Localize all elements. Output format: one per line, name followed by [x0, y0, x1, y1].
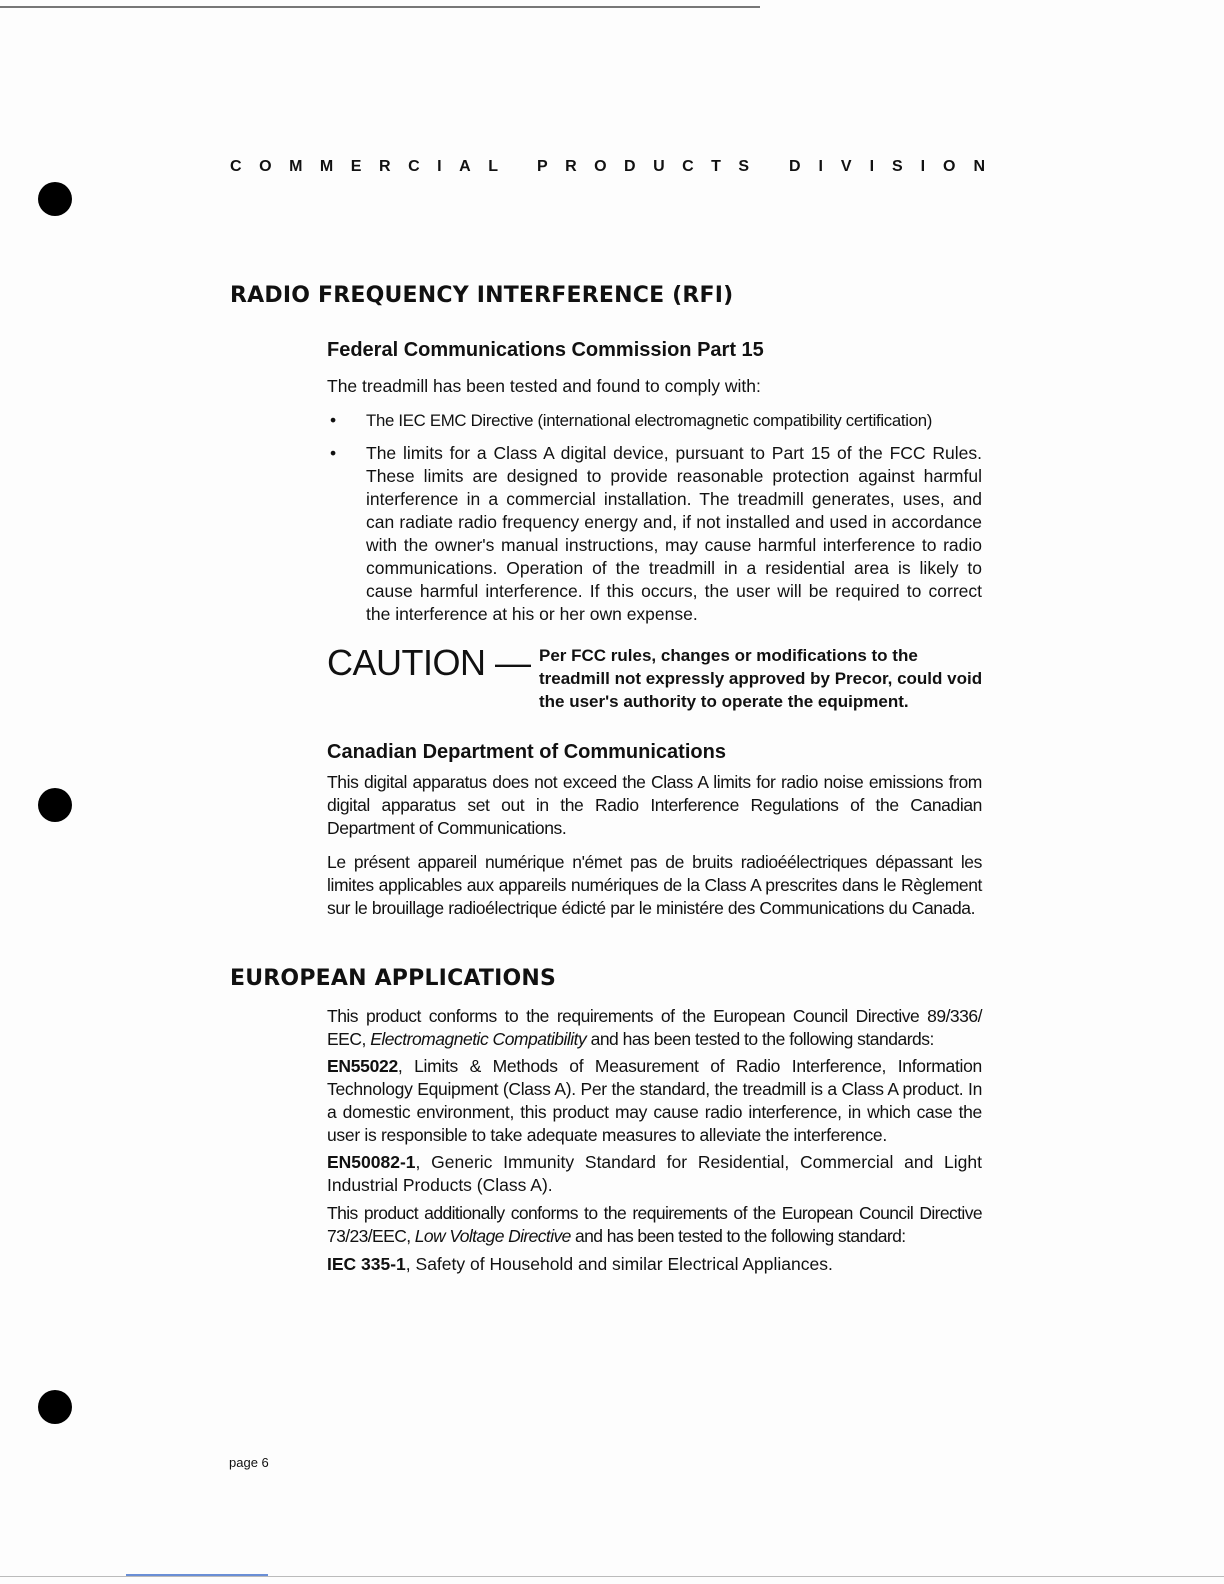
iec-text: , Safety of Household and similar Electrical Appliances.: [405, 1254, 833, 1274]
emc-directive-title: Electromagnetic Compatibility: [370, 1029, 587, 1049]
canadian-french: Le présent appareil numérique n'émet pas de bruits radioéélectriques dépassant les limites applicables aux appareils numériques de la Class A prescrites dans le Règlement sur le brouillage radioélectrique édicté par le ministére des Communications du Canada.: [327, 852, 982, 918]
en50082-code: EN50082-1: [327, 1152, 416, 1172]
scan-edge-bottom: [0, 1576, 1224, 1577]
binder-hole-middle: [38, 788, 72, 822]
lvd-directive-title: Low Voltage Directive: [414, 1226, 571, 1246]
caution-message: Per FCC rules, changes or modifications to the treadmill not expressly approved by Precor, could void the user's authority to operate the equipment.: [539, 646, 983, 711]
caution-dash: —: [495, 642, 531, 683]
division-word-commercial: COMMERCIAL: [230, 158, 516, 175]
european-intro-end: and has been tested to the following standards:: [586, 1029, 934, 1049]
en50082-text: , Generic Immunity Standard for Residential, Commercial and Light Industrial Products (Class A).: [327, 1152, 982, 1195]
en55022-code: EN55022: [327, 1056, 398, 1076]
fcc-bullet-2: [327, 442, 982, 626]
fcc-bullet-2-text: The limits for a Class A digital device, pursuant to Part 15 of the FCC Rules. These limits are designed to provide reasonable protection against harmful interference in a commercial installation. The treadmill generates, uses, and can radiate radio frequency energy and, if not installed and used in accordance with the owner's manual instructions, may cause harmful interference to radio communications. Operation of the treadmill in a residential area is likely to cause harmful interference. If this occurs, the user will be required to correct the interference at his or her own expense.: [366, 443, 982, 624]
binder-hole-top: [38, 182, 72, 216]
page-number: page 6: [229, 1455, 269, 1470]
en50082-paragraph: [327, 1151, 982, 1197]
lvd-intro-start: This product additionally conforms to the requirements of the European Council Directive 73/23/EEC,: [327, 1203, 982, 1246]
division-word-products: PRODUCTS: [537, 158, 767, 175]
en55022-text: , Limits & Methods of Measurement of Radio Interference, Information Technology Equipment (Class A). Per the standard, the treadmill is a Class A product. In a domestic environment, this product may cause radio interference, in which case the user is responsible to take adequate measures to alleviate the interference.: [327, 1056, 982, 1145]
fcc-bullet-1-text: The IEC EMC Directive (international electromagnetic compatibility certification): [366, 411, 933, 430]
european-intro-start: This product conforms to the requirements of the European Council Directive 89/336/ EEC,: [327, 1006, 982, 1049]
scan-edge-top: [0, 6, 760, 8]
caution-label: CAUTION: [327, 642, 486, 683]
scan-mark-bottom: [126, 1574, 268, 1576]
european-intro: [327, 1005, 982, 1051]
iec-paragraph: [327, 1253, 982, 1276]
fcc-heading: Federal Communications Commission Part 15: [327, 339, 764, 361]
en55022-paragraph: [327, 1055, 982, 1147]
lvd-paragraph: [327, 1202, 982, 1248]
fcc-bullet-1: [327, 409, 982, 432]
bullet-dot: •: [330, 410, 337, 430]
canadian-english: This digital apparatus does not exceed the Class A limits for radio noise emissions from digital apparatus set out in the Radio Interference Regulations of the Canadian Department of Communications.: [327, 772, 982, 838]
iec-code: IEC 335-1: [327, 1254, 406, 1274]
european-title: EUROPEAN APPLICATIONS: [230, 966, 557, 991]
division-word-division: DIVISION: [789, 158, 1003, 175]
fcc-intro: The treadmill has been tested and found to comply with:: [327, 376, 761, 396]
canadian-heading: Canadian Department of Communications: [327, 741, 726, 763]
caution-block: [327, 642, 987, 716]
lvd-intro-end: and has been tested to the following standard:: [570, 1226, 906, 1246]
binder-hole-bottom: [38, 1390, 72, 1424]
rfi-title: RADIO FREQUENCY INTERFERENCE (RFI): [230, 283, 734, 308]
bullet-dot: •: [330, 443, 337, 463]
